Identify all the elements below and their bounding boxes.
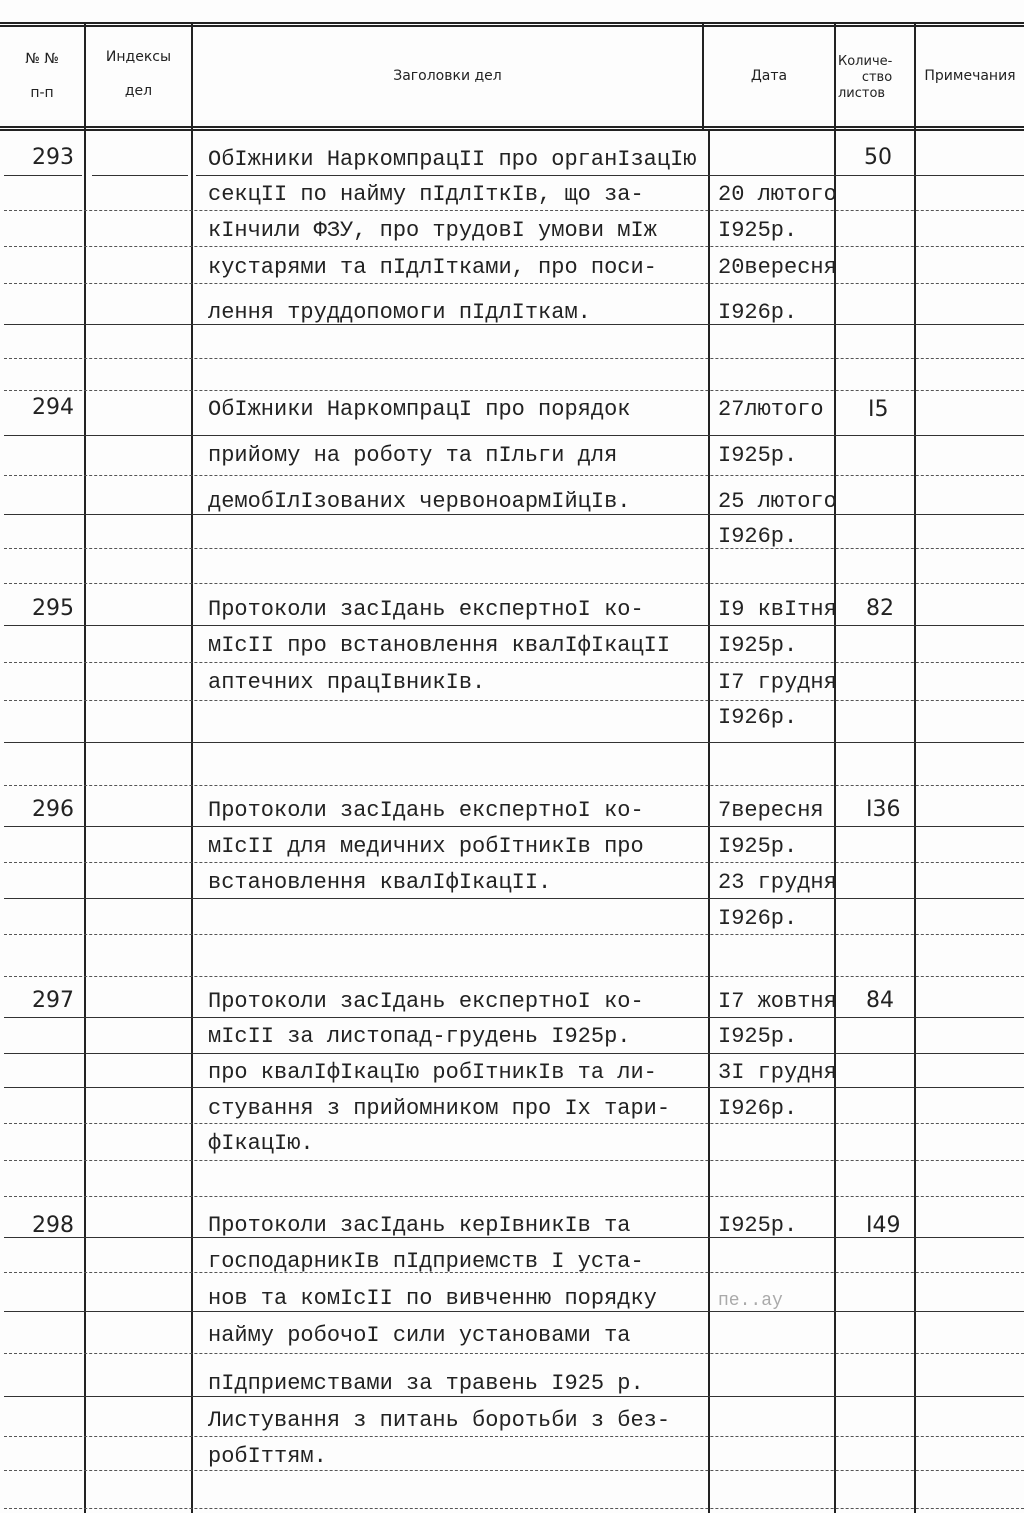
title-line: кIнчили ФЗУ, про трудовI умови мIж bbox=[208, 218, 657, 243]
rule bbox=[4, 862, 1024, 863]
title-line: демобIлIзованих червоноармIйцIв. bbox=[208, 489, 631, 514]
rule bbox=[4, 934, 1024, 935]
rule bbox=[4, 1017, 1024, 1018]
header-notes: Примечания bbox=[924, 68, 1016, 84]
header-index-line2: дел bbox=[124, 83, 153, 99]
rule bbox=[4, 700, 1024, 701]
title-line: нов та комIсII по вивченню порядку bbox=[208, 1286, 657, 1311]
title-line: мIсII про встановлення квалIфIкацII bbox=[208, 633, 671, 658]
date-line: I925р. bbox=[718, 218, 798, 243]
title-line: Протоколи засIдань експертноI ко- bbox=[208, 798, 644, 823]
header-number bbox=[0, 50, 84, 102]
date-line: I926р. bbox=[718, 1096, 798, 1121]
column-divider-date bbox=[834, 24, 836, 1513]
rule bbox=[4, 358, 1024, 359]
title-line: робIттям. bbox=[208, 1444, 327, 1469]
header-date: Дата bbox=[750, 68, 788, 84]
rule bbox=[4, 1123, 1024, 1124]
header-sheets bbox=[836, 54, 916, 102]
header-top-rule bbox=[0, 22, 1024, 27]
date-line: 3I грудня bbox=[718, 1060, 837, 1085]
header-number-line2: п-п bbox=[30, 85, 54, 101]
date-line: 20 лютого bbox=[718, 182, 837, 207]
rule bbox=[4, 283, 1024, 284]
rule bbox=[4, 210, 1024, 211]
rule bbox=[4, 742, 1024, 743]
title-line: ОбIжники НаркомпрацII про органIзацIю bbox=[208, 147, 697, 172]
date-line: 7вересня bbox=[718, 798, 824, 823]
title-line: ОбIжники НаркомпрацI про порядок bbox=[208, 397, 631, 422]
rule bbox=[4, 583, 1024, 584]
rule bbox=[4, 976, 1024, 977]
title-line: пIдприемствами за травень I925 р. bbox=[208, 1371, 644, 1396]
title-line: аптечних працIвникIв. bbox=[208, 670, 486, 695]
sheet-count: I36 bbox=[866, 797, 901, 822]
rule bbox=[4, 246, 1024, 247]
date-line: I7 жовтня bbox=[718, 989, 837, 1014]
title-line: Протоколи засIдань керIвникIв та bbox=[208, 1213, 631, 1238]
date-line: I925р. bbox=[718, 1024, 798, 1049]
rule bbox=[4, 898, 1024, 899]
title-line: Протоколи засIдань експертноI ко- bbox=[208, 989, 644, 1014]
date-line: I926р. bbox=[718, 524, 798, 549]
date-line: 25 лютого bbox=[718, 489, 837, 514]
rule bbox=[4, 475, 1024, 476]
date-line: I926р. bbox=[718, 906, 798, 931]
sheet-count: 50 bbox=[864, 145, 892, 170]
column-divider-sheets bbox=[914, 24, 916, 1513]
rule bbox=[4, 1508, 1024, 1509]
header-index-line1: Индексы bbox=[105, 49, 172, 65]
header-title: Заголовки дел bbox=[393, 68, 502, 84]
column-divider-title bbox=[708, 130, 710, 1513]
title-line: про квалIфIкацIю робIтникIв та ли- bbox=[208, 1060, 657, 1085]
title-line: прийому на роботу та пIльги для bbox=[208, 443, 618, 468]
date-line: 20вересня bbox=[718, 255, 837, 280]
header-sheets-line1: Количе- bbox=[838, 54, 893, 69]
title-line: Листування з питань боротьби з без- bbox=[208, 1408, 671, 1433]
title-line: встановлення квалIфIкацII. bbox=[208, 870, 552, 895]
header-sheets-line2: ство bbox=[861, 70, 893, 85]
record-number: 293 bbox=[32, 145, 74, 170]
record-number: 295 bbox=[32, 596, 74, 621]
sheet-count: I5 bbox=[868, 397, 889, 422]
title-line: мIсII для медичних робIтникIв про bbox=[208, 834, 644, 859]
rule bbox=[4, 625, 1024, 626]
title-line: фIкацIю. bbox=[208, 1131, 314, 1156]
sheet-count: 84 bbox=[866, 988, 894, 1013]
rule bbox=[4, 175, 82, 176]
header-bottom-rule bbox=[0, 126, 1024, 131]
title-line: кустарями та пIдлIтками, про поси- bbox=[208, 255, 657, 280]
title-line: стування з прийомником про Iх тари- bbox=[208, 1096, 671, 1121]
date-line: 23 грудня bbox=[718, 870, 837, 895]
rule bbox=[4, 1470, 1024, 1471]
rule bbox=[4, 548, 1024, 549]
rule bbox=[4, 1160, 1024, 1161]
date-line: I926р. bbox=[718, 705, 798, 730]
rule bbox=[4, 1353, 1024, 1354]
column-divider-number bbox=[84, 24, 86, 1513]
record-number: 298 bbox=[32, 1213, 74, 1238]
rule bbox=[4, 1053, 1024, 1054]
rule bbox=[4, 390, 1024, 391]
title-line: мIсII за листопад-грудень I925р. bbox=[208, 1024, 631, 1049]
column-divider-index bbox=[191, 24, 193, 1513]
date-line: I925р. bbox=[718, 834, 798, 859]
date-line: I925р. bbox=[718, 443, 798, 468]
date-line: I7 грудня bbox=[718, 670, 837, 695]
date-line: I9 квIтня bbox=[718, 597, 837, 622]
date-faint-mark: пе..ау bbox=[718, 1291, 783, 1311]
title-line: лення труддопомоги пIдлIткам. bbox=[208, 300, 591, 325]
record-number: 296 bbox=[32, 797, 74, 822]
title-line: найму робочоI сили установами та bbox=[208, 1323, 631, 1348]
rule bbox=[4, 785, 1024, 786]
header-sheets-line3: листов bbox=[838, 86, 886, 101]
rule bbox=[196, 175, 1024, 176]
rule bbox=[92, 175, 188, 176]
record-number: 294 bbox=[32, 395, 74, 420]
rule bbox=[4, 662, 1024, 663]
date-line: I926р. bbox=[718, 300, 798, 325]
sheet-count: I49 bbox=[866, 1213, 901, 1238]
title-line: господарникIв пIдприемств I уста- bbox=[208, 1249, 644, 1274]
rule bbox=[4, 1196, 1024, 1197]
header-index bbox=[86, 48, 191, 100]
date-line: I925р. bbox=[718, 1213, 798, 1238]
date-line: I925р. bbox=[718, 633, 798, 658]
title-line: секцII по найму пIдлIткIв, що за- bbox=[208, 182, 644, 207]
rule bbox=[4, 826, 1024, 827]
sheet-count: 82 bbox=[866, 596, 894, 621]
date-line: 27лютого bbox=[718, 397, 824, 422]
rule bbox=[4, 435, 1024, 436]
header-number-line1: № № bbox=[25, 51, 59, 67]
rule bbox=[4, 1087, 1024, 1088]
record-number: 297 bbox=[32, 988, 74, 1013]
title-line: Протоколи засIдань експертноI ко- bbox=[208, 597, 644, 622]
rule bbox=[4, 1436, 1024, 1437]
